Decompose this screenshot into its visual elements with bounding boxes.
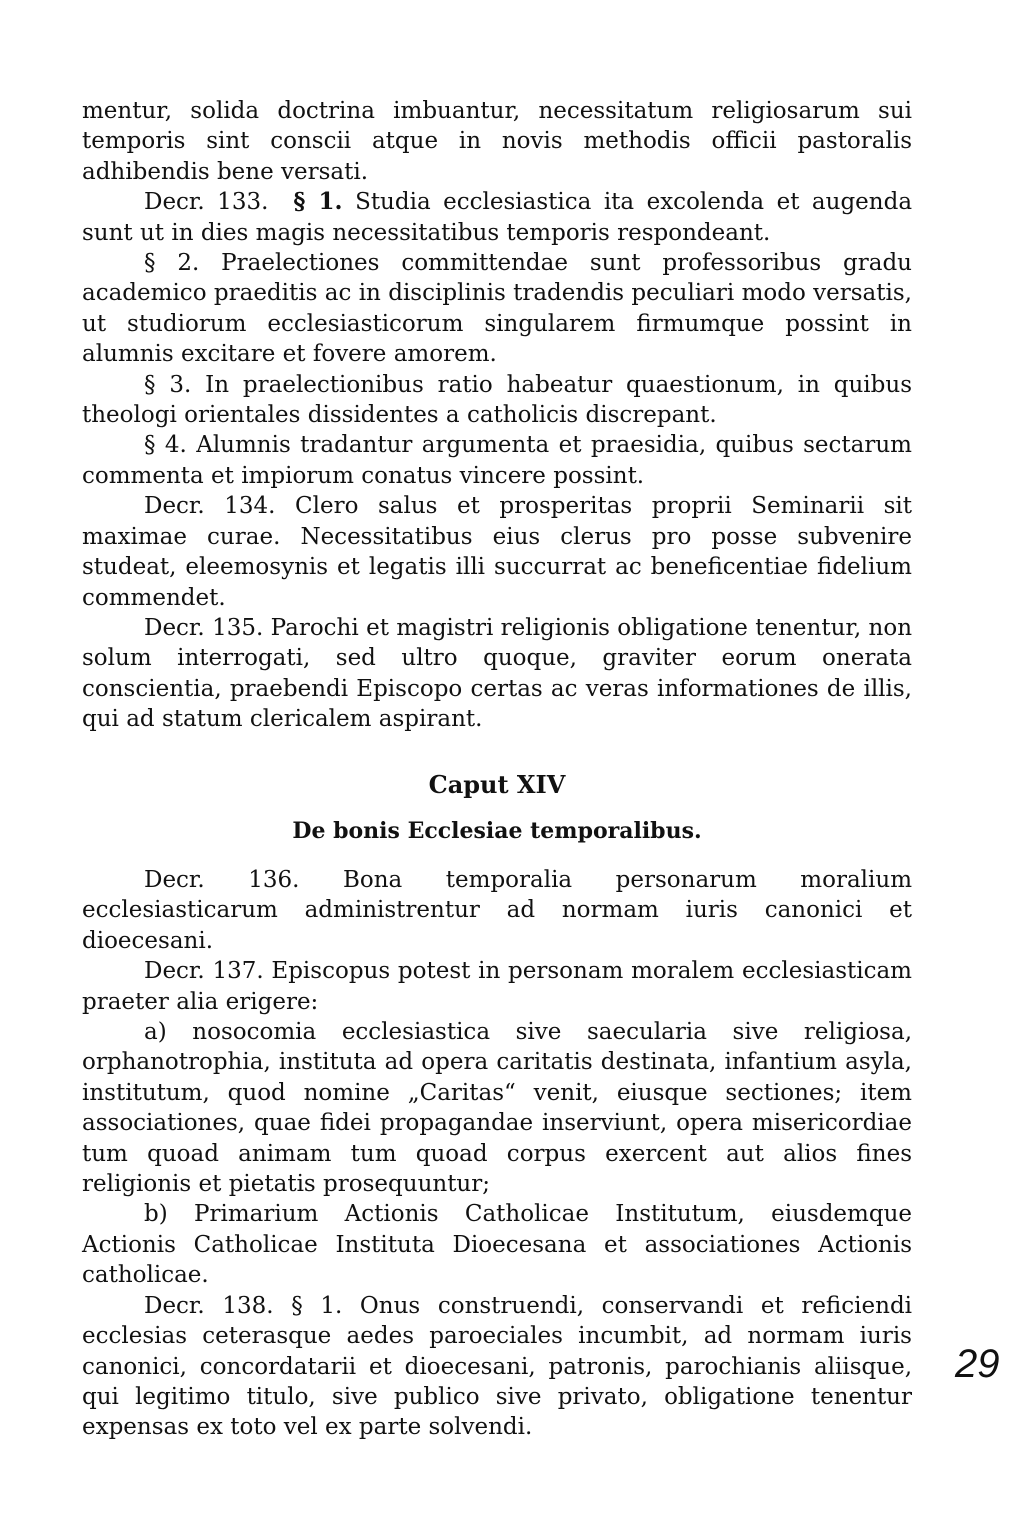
decree-number: Decr. 138. [144, 1292, 274, 1319]
decree-number: Decr. 137. [144, 958, 264, 985]
section-mark: § 1. [291, 1292, 343, 1319]
page-number: 29 [955, 1342, 1000, 1386]
decree-number: Decr. 136. [144, 867, 300, 893]
decree-135: Decr. 135. Parochi et magistri religionis obligatione tenentur, non solum interrogati, sed ultro quoque, graviter eorum onerata conscientia, praebendi Episcopo certas ac veras informationes de illis, qui ad statum clericalem aspirant. [82, 614, 913, 733]
list-item-b: b) Primarium Actionis Catholicae Institutum, eiusdemque Actionis Catholicae Instituta Dioecesana et associationes Actionis catholicae. [82, 1201, 913, 1289]
list-label: a) [144, 1019, 167, 1046]
decree-133-paragraph-4: § 4. Alumnis tradantur argumenta et praesidia, quibus sectarum commenta et impiorum conatus vincere possint. [82, 432, 912, 489]
decree-137: Decr. 137. Episcopus potest in personam moralem ecclesiasticam praeter alia erigere: [82, 958, 912, 1015]
decree-133-paragraph-2: § 2. Praelectiones committendae sunt professoribus gradu academico praeditis ac in disciplinis tradendis peculiari modo versatis, ut studiorum ecclesiasticorum singularem firmumque possint in alumnis excitare et fovere amorem. [82, 250, 912, 368]
section-mark: § 1. [293, 188, 343, 216]
section-mark: § 3. [144, 371, 192, 398]
text-block-main [82, 96, 912, 735]
paragraph-continuation: mentur, solida doctrina imbuantur, necessitatum religiosarum sui temporis sint conscii atque in novis methodis officii pastoralis adhibendis bene versati. [82, 98, 912, 185]
decree-133-paragraph-3: § 3. In praelectionibus ratio habeatur quaestionum, in quibus theologi orientales dissidentes a catholicis discrepant. [82, 371, 913, 429]
decree-133-paragraph-1: Decr. 133. § 1. Studia ecclesiastica ita excolenda et augenda sunt ut in dies magis necessitatibus temporis respondeant. [82, 188, 913, 246]
decree-number: Decr. 135. [144, 614, 264, 641]
list-label: b) [144, 1201, 168, 1228]
chapter-title: Caput XIV [428, 770, 566, 799]
chapter-subtitle: De bonis Ecclesiae temporalibus. [292, 818, 702, 844]
decree-134: Decr. 134. Clero salus et prosperitas proprii Seminarii sit maximae curae. Necessitatibus eius clerus pro posse subvenire studeat, eleemosynis et legatis illi succurrat ac beneficentiae fidelium commendet. [82, 493, 912, 611]
decree-number: Decr. 133. [144, 189, 269, 216]
text-block-chapter [82, 865, 912, 1443]
section-mark: § 4. [144, 432, 187, 459]
list-item-a: a) nosocomia ecclesiastica sive saecularia sive religiosa, orphanotrophia, instituta ad opera caritatis destinata, infantium asyla, institutum, quod nomine „Caritas“ venit, eiusque sectiones; item associationes, quae fidei propagandae inserviunt, opera misericordiae tum quoad animam tum quoad corpus exercent aut alios fines religionis et pietatis prosequuntur; [82, 1019, 913, 1198]
decree-136: Decr. 136. Bona temporalia personarum moralium ecclesiasticarum administrentur ad normam iuris canonici et dioecesani. [82, 867, 913, 954]
decree-138-paragraph-1: Decr. 138. § 1. Onus construendi, conservandi et reficiendi ecclesias ceterasque aedes paroeciales incumbit, ad normam iuris canonici, concordatarii et dioecesani, patronis, parochianis aliisque, qui legitimo titulo, sive publico sive privato, obligatione tenentur expensas ex toto vel ex parte solvendi. [82, 1292, 913, 1441]
section-mark: § 2. [144, 250, 200, 277]
decree-number: Decr. 134. [144, 493, 276, 520]
